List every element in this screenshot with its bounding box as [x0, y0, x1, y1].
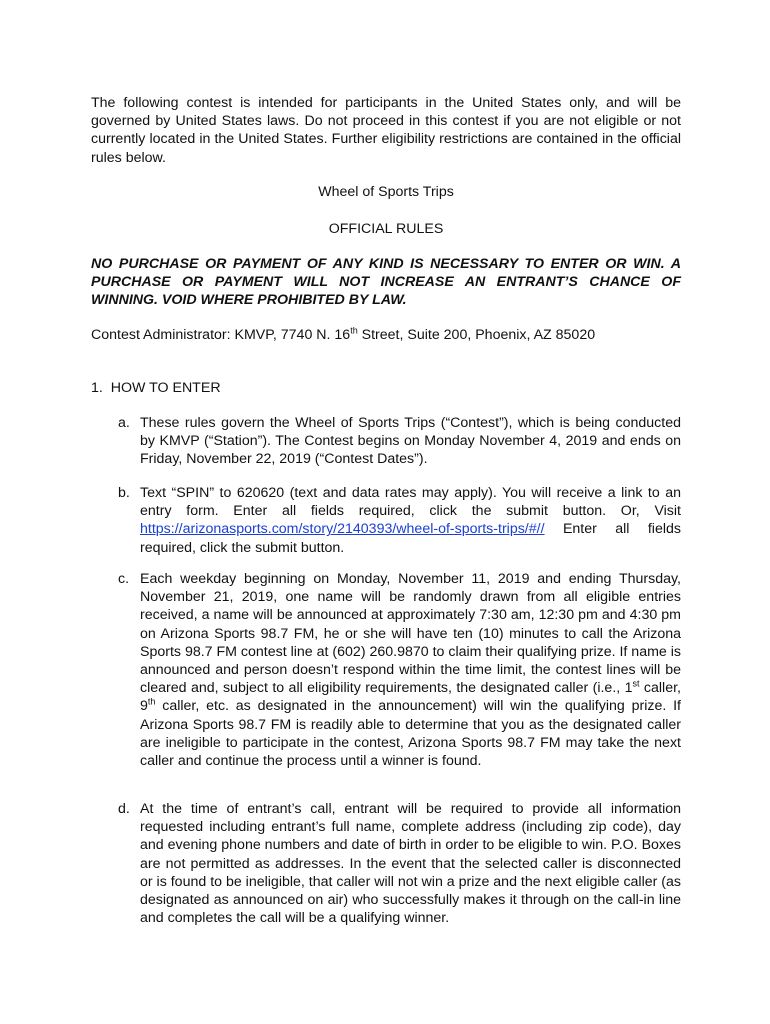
list-item-a [118, 414, 681, 469]
document-title: Wheel of Sports Trips [318, 184, 454, 200]
list-marker: d. [118, 801, 130, 817]
superscript-st: st [632, 678, 640, 689]
list-item-b [118, 484, 681, 557]
list-item-text-part3: caller, etc. as designated in the announcement) will win the qualifying prize. If Arizona Sports 98.7 FM is readily able to determine that you as the designated caller are ineligible to participate in the contest, Arizona Sports 98.7 FM may take the next caller and continue the process until a winner is found. [140, 698, 681, 770]
administrator-superscript: th [350, 325, 358, 336]
list-item-text: At the time of entrant’s call, entrant will be required to provide all information requested including entrant’s full name, complete address (including zip code), day and evening phone numbers and date of birth in order to be eligible to win. P.O. Boxes are not permitted as addresses. In the event that the selected caller is disconnected or is found to be ineligible, that caller will not win a prize and the next eligible caller (as designated as announced on air) who successfully makes it through on the call-in line and completes the call will be a qualifying winner. [140, 801, 681, 927]
section-heading [91, 379, 681, 397]
administrator-text-after: Street, Suite 200, Phoenix, AZ 85020 [357, 327, 596, 343]
list-marker: b. [118, 485, 130, 501]
list-marker: c. [118, 571, 130, 587]
list-item-c [118, 570, 681, 770]
list-item-text [140, 484, 681, 557]
contest-administrator [91, 326, 681, 344]
list-item-text-before: Text “SPIN” to 620620 (text and data rates may apply). You will receive a link to an entry form. Enter all fields required, click the submit button. Or, Visit [140, 485, 681, 520]
list-item-text [140, 570, 681, 770]
disclaimer-paragraph: NO PURCHASE OR PAYMENT OF ANY KIND IS NECESSARY TO ENTER OR WIN. A PURCHASE OR PAYMENT WILL NOT INCREASE AN ENTRANT’S CHANCE OF WINNING. VOID WHERE PROHIBITED BY LAW. [91, 256, 681, 309]
list-marker: a. [118, 415, 130, 431]
administrator-text-before: Contest Administrator: KMVP, 7740 N. 16 [91, 327, 351, 343]
list-item-text-part2: caller, 9 [140, 680, 681, 715]
section-number: 1. [91, 380, 103, 396]
document-subtitle: OFFICIAL RULES [328, 221, 444, 237]
intro-paragraph: The following contest is intended for participants in the United States only, and will be governed by United States laws. Do not proceed in this contest if you are not eligible or not currently located in the United States. Further eligibility restrictions are contained in the official rules below. [91, 95, 681, 166]
section-title: HOW TO ENTER [110, 380, 221, 396]
superscript-th: th [147, 696, 156, 707]
list-item-text-after: Enter all fields required, click the submit button. [140, 521, 681, 556]
list-item-text: These rules govern the Wheel of Sports Trips (“Contest”), which is being conducted by KMVP (“Station”). The Contest begins on Monday November 4, 2019 and ends on Friday, November 22, 2019 (“Contest Dates”). [140, 415, 681, 468]
list-item-text-part1: Each weekday beginning on Monday, November 11, 2019 and ending Thursday, November 21, 2019, one name will be randomly drawn from all eligible entries received, a name will be announced at approximately 7:30 am, 12:30 pm and 4:30 pm on Arizona Sports 98.7 FM, he or she will have ten (10) minutes to call the Arizona Sports 98.7 FM contest line at (602) 260.9870 to claim their qualifying prize. If name is announced and person doesn’t respond within the time limit, the contest lines will be cleared and, subject to all eligibility requirements, the designated caller (i.e., 1 [140, 571, 681, 697]
list-item-d [118, 800, 681, 927]
contest-entry-link[interactable]: https://arizonasports.com/story/2140393/wheel-of-sports-trips/#// [140, 521, 545, 538]
